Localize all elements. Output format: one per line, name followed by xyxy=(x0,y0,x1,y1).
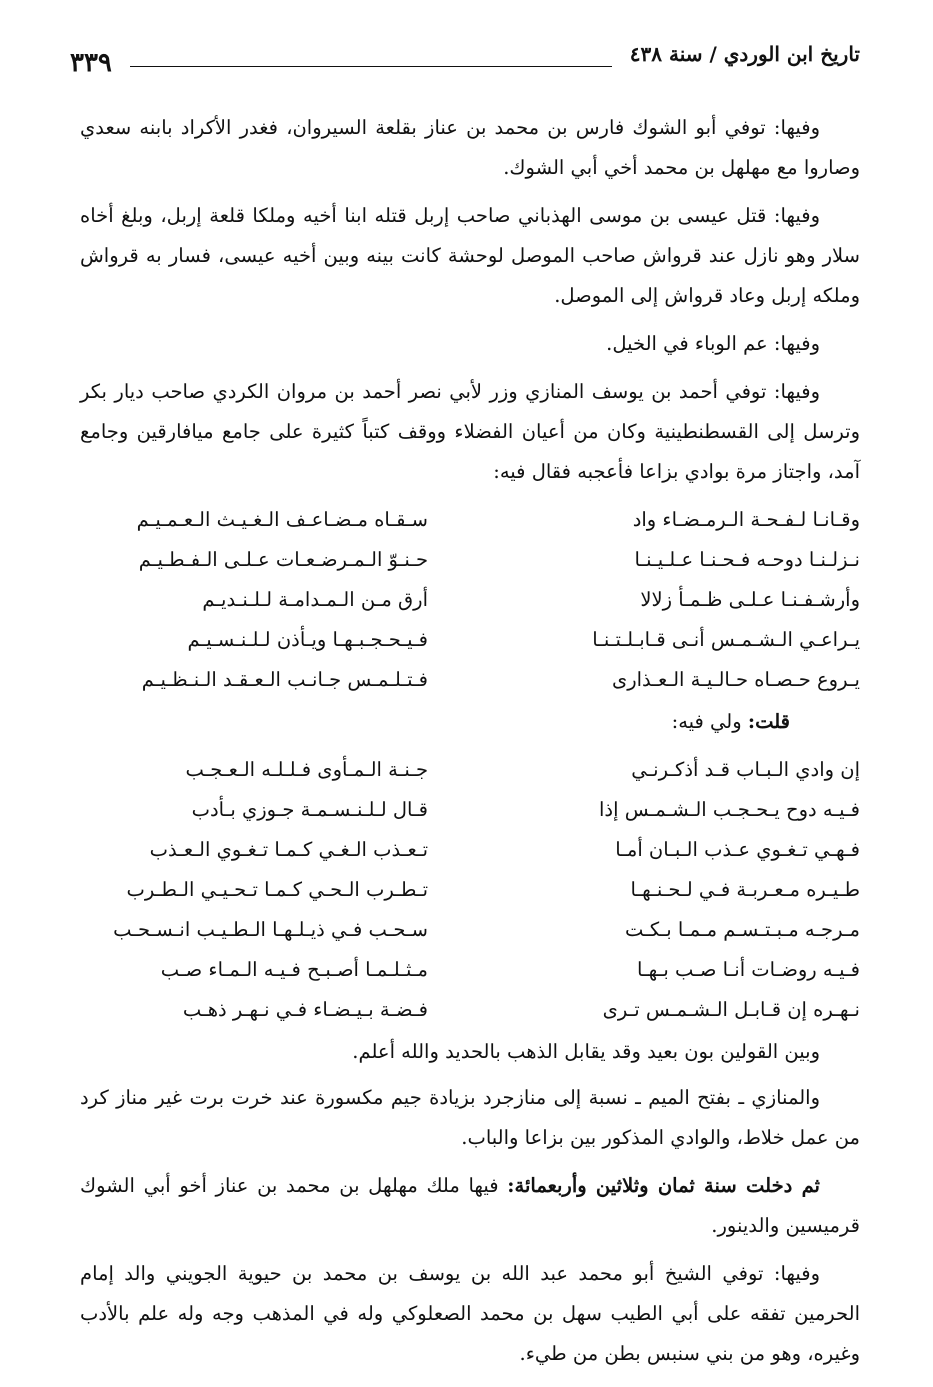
verse xyxy=(80,660,860,700)
verse xyxy=(80,830,860,870)
page-header xyxy=(70,42,860,82)
verse-first-hemistich: وقـانـا لـفـحـة الـرمـضـاء واد xyxy=(632,508,860,531)
paragraph: وفيها: توفي أبو الشوك فارس بن محمد بن عناز بقلعة السيروان، فغدر الأكراد بابنه سعدي وصاروا مع مهلهل بن محمد أخي أبي الشوك. xyxy=(80,116,860,179)
author-remark xyxy=(80,702,860,742)
verse-second-hemistich: أرق مـن الـمـدامـة لـلـنـديـم xyxy=(202,588,428,611)
verse-second-hemistich: تـعـذب الـغـي كـمـا تـغـوي الـعـذب xyxy=(149,838,428,861)
verse-first-hemistich: فـيـه روضـات أنـا صـب بـهـا xyxy=(637,958,860,981)
poem-manazi xyxy=(80,500,860,700)
paragraph: والمنازي ـ بفتح الميم ـ نسبة إلى منازجرد بزيادة جيم مكسورة عند خرت برت غير مناز كرد من عمل خلاط، والوادي المذكور بين بزاعا والباب. xyxy=(80,1086,860,1149)
verse xyxy=(80,500,860,540)
verse xyxy=(80,990,860,1030)
verse-second-hemistich: فـتـلـمـس جـانـب الـعـقـد الـنـظـيـم xyxy=(141,668,428,691)
verse-second-hemistich: سـقـاه مـضـاعـف الـغـيـث الـعـمـيـم xyxy=(136,508,428,531)
verse-second-hemistich: تـطـرب الـحـي كـمـا تـحـيـي الـطـرب xyxy=(126,878,428,901)
paragraph: وفيها: قتل عيسى بن موسى الهذباني صاحب إربل قتله ابنا أخيه وملكا قلعة إربل، وبلغ أخاه سلار وهو نازل عند قرواش صاحب الموصل لوحشة كانت بينه وبين أخيه عيسى، فسار به قرواش وملكه إربل وعاد قرواش إلى الموصل. xyxy=(80,204,860,307)
poem-author xyxy=(80,750,860,1030)
page-body xyxy=(80,108,860,1382)
verse xyxy=(80,790,860,830)
verse-second-hemistich: مـثـلـمـا أصـبـح فـيـه الـمـاء صـب xyxy=(160,958,428,981)
verse-first-hemistich: طـيـره مـعـربـة فـي لـحـنـهـا xyxy=(630,878,860,901)
year-text: فيها ملك مهلهل بن محمد بن عناز أخو أبي الشوك قرميسين والدينور. xyxy=(80,1174,860,1237)
verse-second-hemistich: فـضـة بـيـضـاء فـي نـهـر ذهـب xyxy=(182,998,428,1021)
remark-text: ولي فيه: xyxy=(671,710,742,733)
header-rule xyxy=(130,66,612,67)
verse-first-hemistich: إن وادي الـبـاب قـد أذكـرنـي xyxy=(631,758,860,781)
verse xyxy=(80,870,860,910)
paragraph: وبين القولين بون بعيد وقد يقابل الذهب بالحديد والله أعلم. xyxy=(352,1040,820,1063)
running-title: تاريخ ابن الوردي / سنة ٤٣٨ xyxy=(629,42,860,66)
verse-first-hemistich: وأرشـفـنـا عـلـى ظـمـأ زلالا xyxy=(640,588,860,611)
paragraph: وفيها: توفي أحمد بن يوسف المنازي وزر لأبي نصر أحمد بن مروان الكردي صاحب ديار بكر وترسل إلى القسطنطينية وكان من أعيان الفضلاء ووقف كتباً كثيرة على جامع ميافارقين وجامع آمد، واجتاز مرة بوادي بزاعا فأعجبه فقال فيه: xyxy=(80,380,860,483)
verse-second-hemistich: حـنـوّ الـمـرضـعـات عـلـى الـفـطـيـم xyxy=(138,548,428,571)
verse-first-hemistich: فـيـه دوح يـحـجـب الـشـمـس إذا xyxy=(598,798,860,821)
verse xyxy=(80,910,860,950)
verse xyxy=(80,580,860,620)
verse-second-hemistich: سـحـب فـي ذيـلـهـا الـطـيـب انـسـحـب xyxy=(113,918,428,941)
verse-first-hemistich: نـهـره إن قـابـل الـشـمـس تـرى xyxy=(602,998,860,1021)
year-heading: ثم دخلت سنة ثمان وثلاثين وأربعمائة: xyxy=(507,1174,820,1197)
year-paragraph xyxy=(80,1166,860,1246)
remark-label: قلت: xyxy=(747,710,790,733)
verse-first-hemistich: مـرجـه مـبـتـسـم مـمـا بـكـت xyxy=(624,918,860,941)
page-number: ٣٣٩ xyxy=(70,48,112,78)
paragraph: وفيها: عم الوباء في الخيل. xyxy=(606,332,820,355)
paragraph: وفيها: توفي الشيخ أبو محمد عبد الله بن يوسف بن محمد بن حيوية الجويني والد إمام الحرمين تفقه على أبي الطيب سهل بن محمد الصعلوكي وله في المذهب وجه وله علم بالأدب وغيره، وهو من بني سنبس بطن من طيء. xyxy=(80,1262,860,1365)
verse-first-hemistich: يـراعـي الـشـمـس أنـى قـابـلـتـنـا xyxy=(592,628,860,651)
verse xyxy=(80,620,860,660)
verse xyxy=(80,750,860,790)
verse-first-hemistich: يـروع حـصـاه حـالـيـة الـعـذارى xyxy=(611,668,860,691)
verse xyxy=(80,540,860,580)
verse xyxy=(80,950,860,990)
verse-second-hemistich: فـيـحـجـبـهـا ويـأذن لـلـنـسـيـم xyxy=(187,628,428,651)
verse-first-hemistich: فـهـي تـغـوي عـذب الـبـان أمـا xyxy=(615,838,860,861)
verse-second-hemistich: قـال لـلـنـسـمـة جـوزي بـأدب xyxy=(191,798,428,821)
verse-second-hemistich: جـنـة الـمـأوى فـلـلـه الـعـجـب xyxy=(185,758,428,781)
verse-first-hemistich: نـزلـنـا دوحـه فـحـنـا عـلـيـنـا xyxy=(634,548,860,571)
